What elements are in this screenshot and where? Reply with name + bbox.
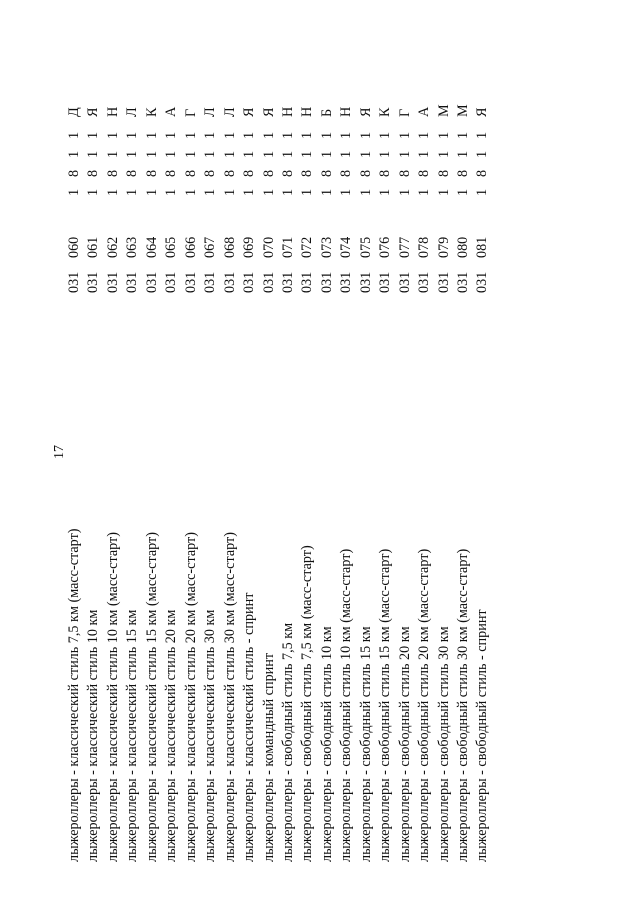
discipline-name: лыжероллеры - свободный стиль 20 км	[396, 626, 413, 862]
code-part: 1	[182, 150, 199, 158]
code-part: 031	[143, 271, 160, 293]
code-part: 076	[377, 236, 394, 258]
table-row	[182, 82, 202, 862]
code-part: 1	[396, 131, 413, 139]
code-part: 071	[279, 236, 296, 258]
table-row	[162, 82, 182, 862]
discipline-name: лыжероллеры - классический стиль 10 км	[85, 609, 102, 862]
table-row	[396, 82, 416, 862]
code-part: 1	[318, 188, 335, 196]
table-row	[357, 82, 377, 862]
code-part: 1	[377, 131, 394, 139]
code-part: 067	[202, 236, 219, 258]
code-part: 069	[241, 236, 258, 258]
code-part: М	[455, 104, 471, 117]
code-part: 1	[221, 150, 238, 158]
code-part: 031	[221, 271, 238, 293]
code-part: 070	[260, 236, 277, 258]
code-part: 062	[104, 236, 121, 258]
code-part: 1	[124, 150, 141, 158]
discipline-name: лыжероллеры - свободный стиль 7,5 км	[279, 622, 296, 862]
code-part: 031	[124, 271, 141, 293]
table-row	[221, 82, 241, 862]
code-part: Г	[182, 108, 199, 117]
code-part: 8	[143, 169, 160, 177]
code-part: 031	[260, 271, 277, 293]
code-part: 1	[338, 131, 355, 139]
code-part: 8	[104, 169, 121, 177]
code-part: 1	[279, 131, 296, 139]
discipline-name: лыжероллеры - классический стиль 20 км (масс-старт)	[182, 532, 199, 862]
code-part: 060	[66, 236, 82, 258]
code-part: К	[377, 107, 394, 117]
code-part: 1	[474, 150, 491, 158]
code-part: Я	[474, 107, 491, 117]
code-part: 1	[163, 188, 180, 196]
code-part: 1	[377, 188, 394, 196]
code-part: 1	[299, 188, 316, 196]
code-part: 8	[260, 169, 277, 177]
code-part: 031	[318, 271, 335, 293]
code-part: 1	[357, 150, 374, 158]
code-part: 061	[85, 236, 102, 258]
code-part: 8	[377, 169, 394, 177]
code-part: 080	[455, 236, 471, 258]
code-part: 1	[221, 131, 238, 139]
discipline-name: лыжероллеры - классический стиль 30 км (масс-старт)	[221, 532, 238, 862]
code-part: 1	[202, 131, 219, 139]
code-part: 1	[202, 150, 219, 158]
code-part: К	[143, 107, 160, 117]
discipline-name: лыжероллеры - свободный стиль 30 км (масс-старт)	[455, 548, 471, 862]
code-part: 1	[104, 150, 121, 158]
code-part: М	[435, 104, 452, 117]
code-part: 079	[435, 236, 452, 258]
code-part: 8	[416, 169, 433, 177]
code-part: 068	[221, 236, 238, 258]
code-part: 8	[357, 169, 374, 177]
discipline-name: лыжероллеры - классический стиль 10 км (масс-старт)	[104, 532, 121, 862]
code-part: 8	[202, 169, 219, 177]
discipline-name: лыжероллеры - классический стиль 15 км	[124, 609, 141, 862]
table-row	[435, 82, 455, 862]
code-part: 8	[85, 169, 102, 177]
code-part: 1	[85, 131, 102, 139]
code-part: 074	[338, 236, 355, 258]
code-part: 031	[416, 271, 433, 293]
code-part: 073	[318, 236, 335, 258]
code-part: Д	[66, 107, 82, 117]
code-part: 072	[299, 236, 316, 258]
code-part: Н	[299, 106, 316, 117]
code-part: 1	[357, 131, 374, 139]
code-part: 1	[416, 188, 433, 196]
discipline-name: лыжероллеры - классический стиль 7,5 км (масс-старт)	[66, 528, 82, 862]
code-part: 1	[318, 150, 335, 158]
code-part: 066	[182, 236, 199, 258]
code-part: 1	[104, 131, 121, 139]
table-row	[473, 82, 493, 862]
table-row	[337, 82, 357, 862]
table-row	[240, 82, 260, 862]
code-part: 031	[455, 271, 471, 293]
code-part: 1	[455, 188, 471, 196]
code-part: Б	[318, 108, 335, 117]
code-part: 1	[241, 131, 258, 139]
code-part: 1	[85, 150, 102, 158]
code-part: 031	[104, 271, 121, 293]
code-part: 1	[396, 188, 413, 196]
code-part: 8	[318, 169, 335, 177]
code-part: 031	[182, 271, 199, 293]
code-part: 1	[474, 131, 491, 139]
code-part: 1	[143, 131, 160, 139]
code-part: 8	[474, 169, 491, 177]
code-part: 1	[416, 131, 433, 139]
code-part: 1	[124, 188, 141, 196]
code-part: 1	[221, 188, 238, 196]
code-part: 1	[182, 131, 199, 139]
code-part: 031	[396, 271, 413, 293]
discipline-name: лыжероллеры - свободный стиль 10 км	[318, 626, 335, 862]
code-part: Н	[338, 106, 355, 117]
code-part: 1	[416, 150, 433, 158]
code-part: 1	[66, 188, 82, 196]
discipline-name: лыжероллеры - свободный стиль - спринт	[474, 609, 491, 862]
table-row	[104, 82, 124, 862]
code-part: 031	[163, 271, 180, 293]
code-part: 1	[260, 131, 277, 139]
code-part: 1	[435, 150, 452, 158]
discipline-name: лыжероллеры - свободный стиль 30 км	[435, 626, 452, 862]
code-part: 1	[435, 131, 452, 139]
code-part: 031	[338, 271, 355, 293]
code-part: 077	[396, 236, 413, 258]
table-row	[415, 82, 435, 862]
code-part: 1	[66, 150, 82, 158]
code-part: 1	[241, 188, 258, 196]
table-row	[376, 82, 396, 862]
code-part: 1	[124, 131, 141, 139]
code-part: 1	[318, 131, 335, 139]
code-part: 1	[182, 188, 199, 196]
code-part: А	[163, 106, 180, 117]
code-part: 1	[66, 131, 82, 139]
code-part: 8	[396, 169, 413, 177]
code-part: 031	[377, 271, 394, 293]
code-part: 1	[338, 150, 355, 158]
code-part: 1	[260, 150, 277, 158]
code-part: 1	[104, 188, 121, 196]
discipline-name: лыжероллеры - свободный стиль 15 км (масс-старт)	[377, 548, 394, 862]
table-row	[454, 82, 474, 862]
code-part: 1	[435, 188, 452, 196]
code-part: 1	[455, 131, 471, 139]
table-row	[65, 82, 85, 862]
code-part: 1	[474, 188, 491, 196]
code-part: 8	[163, 169, 180, 177]
code-part: 065	[163, 236, 180, 258]
code-part: 1	[396, 150, 413, 158]
table-row	[84, 82, 104, 862]
code-part: А	[416, 106, 433, 117]
code-part: 8	[338, 169, 355, 177]
code-part: 1	[455, 150, 471, 158]
discipline-name: лыжероллеры - свободный стиль 10 км (масс-старт)	[338, 548, 355, 862]
code-part: 8	[241, 169, 258, 177]
code-part: 1	[377, 150, 394, 158]
code-part: 064	[143, 236, 160, 258]
code-part: 075	[357, 236, 374, 258]
code-part: 1	[241, 150, 258, 158]
discipline-name: лыжероллеры - классический стиль 20 км	[163, 609, 180, 862]
table-row	[279, 82, 299, 862]
code-part: Н	[104, 106, 121, 117]
code-part: 1	[357, 188, 374, 196]
code-part: 8	[279, 169, 296, 177]
code-part: 078	[416, 236, 433, 258]
table-row	[201, 82, 221, 862]
code-part: 1	[143, 188, 160, 196]
code-part: Я	[260, 107, 277, 117]
discipline-name: лыжероллеры - свободный стиль 15 км	[357, 626, 374, 862]
code-part: 8	[66, 169, 82, 177]
code-part: 031	[85, 271, 102, 293]
table-row	[123, 82, 143, 862]
code-part: Л	[221, 107, 238, 117]
discipline-name: лыжероллеры - классический стиль 15 км (масс-старт)	[143, 532, 160, 862]
code-part: Л	[124, 107, 141, 117]
code-part: 1	[299, 150, 316, 158]
discipline-name: лыжероллеры - свободный стиль 20 км (масс-старт)	[416, 548, 433, 862]
code-part: 1	[279, 150, 296, 158]
code-part: Я	[241, 107, 258, 117]
code-part: 8	[221, 169, 238, 177]
discipline-name: лыжероллеры - свободный стиль 7,5 км (масс-старт)	[299, 545, 316, 862]
code-part: 031	[66, 271, 82, 293]
code-part: 1	[163, 131, 180, 139]
code-part: Я	[357, 107, 374, 117]
code-part: Г	[396, 108, 413, 117]
table-row	[318, 82, 338, 862]
code-part: 8	[124, 169, 141, 177]
code-part: 031	[241, 271, 258, 293]
code-part: 8	[455, 169, 471, 177]
code-part: 031	[299, 271, 316, 293]
code-part: 063	[124, 236, 141, 258]
code-part: 081	[474, 236, 491, 258]
code-part: 1	[279, 188, 296, 196]
code-part: 031	[435, 271, 452, 293]
code-part: 8	[299, 169, 316, 177]
page-number: 17	[52, 445, 67, 459]
code-part: 031	[474, 271, 491, 293]
code-part: 1	[260, 188, 277, 196]
table-row	[298, 82, 318, 862]
code-part: Н	[279, 106, 296, 117]
discipline-name: лыжероллеры - классический стиль 30 км	[202, 609, 219, 862]
code-part: 1	[202, 188, 219, 196]
code-part: 8	[435, 169, 452, 177]
code-part: 031	[202, 271, 219, 293]
table-row	[143, 82, 163, 862]
code-part: 1	[338, 188, 355, 196]
table-row	[260, 82, 280, 862]
code-part: 1	[299, 131, 316, 139]
discipline-name: лыжероллеры - командный спринт	[260, 652, 277, 862]
code-part: 031	[279, 271, 296, 293]
code-part: 1	[143, 150, 160, 158]
code-part: 1	[163, 150, 180, 158]
code-part: 1	[85, 188, 102, 196]
code-part: Я	[85, 107, 102, 117]
code-part: Л	[202, 107, 219, 117]
code-part: 031	[357, 271, 374, 293]
discipline-table	[65, 82, 495, 862]
discipline-name: лыжероллеры - классический стиль - спринт	[241, 592, 258, 862]
code-part: 8	[182, 169, 199, 177]
